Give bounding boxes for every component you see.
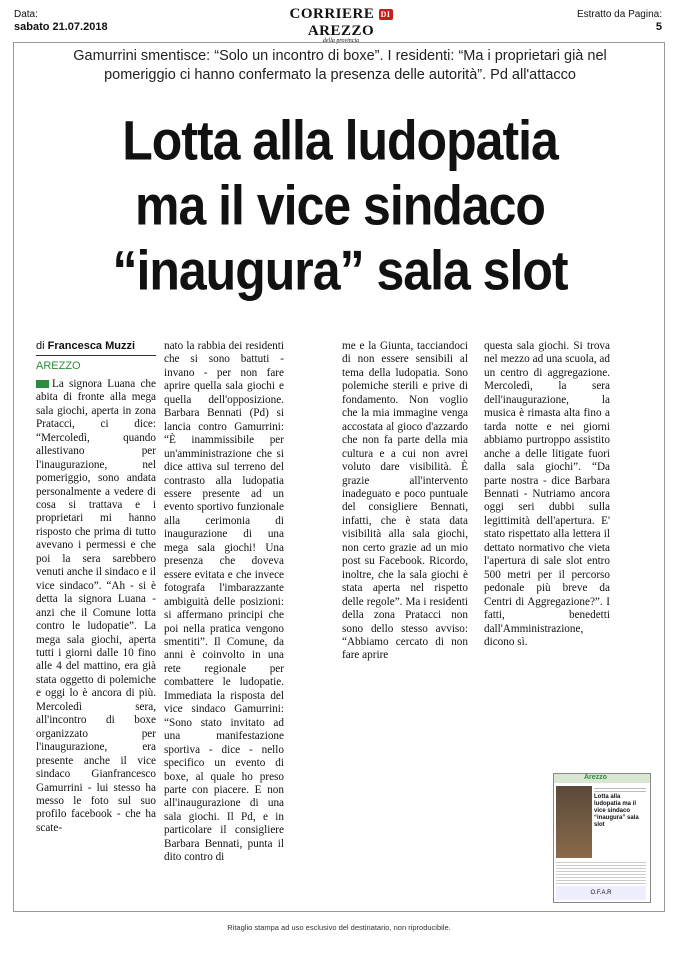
thumbnail-photo — [556, 786, 592, 858]
article-column-4 — [484, 340, 610, 649]
date-label: Data: — [14, 9, 38, 20]
byline — [36, 340, 156, 353]
article-subhead: Gamurrini smentisce: “Solo un incontro di boxe”. I residenti: “Ma i proprietari già nel pomeriggio ci hanno confermato la presenza delle autorità”. Pd all'attacco — [73, 48, 607, 83]
byline-author: Francesca Muzzi — [47, 340, 136, 352]
footer-disclaimer: Ritaglio stampa ad uso esclusivo del destinatario, non riproducibile. — [227, 923, 451, 932]
headline-line-3: “inaugura” sala slot — [112, 239, 568, 302]
date-value: sabato 21.07.2018 — [14, 21, 108, 33]
article-column-1 — [36, 340, 156, 835]
masthead-di: DI — [380, 10, 391, 20]
article-column-2 — [164, 340, 284, 865]
page-thumbnail — [553, 773, 651, 903]
dateline-place: AREZZO — [36, 360, 81, 373]
byline-prefix: di — [36, 340, 45, 352]
thumbnail-section: Arezzo — [554, 774, 650, 783]
article-column-3 — [342, 340, 468, 663]
masthead-sub: della provincia — [322, 38, 360, 44]
masthead-right: AREZZO — [307, 23, 375, 39]
thumbnail-headline: Lotta alla ludopatia ma il vice sindaco “inaugura” sala slot — [594, 794, 646, 829]
header-date-block — [14, 8, 108, 34]
thumbnail-ad: O.F.A.R — [556, 886, 646, 900]
headline-line-2: ma il vice sindaco — [135, 174, 545, 237]
masthead-left: CORRIERE — [289, 6, 375, 22]
headline-line-1: Lotta alla ludopatia — [122, 109, 558, 172]
thumbnail-body-lines — [556, 860, 646, 886]
byline-divider — [36, 355, 156, 356]
masthead-logo — [266, 6, 416, 44]
column-3-text: me e la Giunta, tacciandoci di non essere sensibili al tema della ludopatia. Sono polemiche sterili e prive di fondamento. Non voglio che la mia immagine venga accostata al gioco d'azzardo che non fa parte della mia cultura e a cui non avrei voluto dare visibilità. È grazie all'intervento inadeguato e poco puntuale del consigliere Bennati, infatti, che è stata data visibilità alla sala giochi, non certo grazie ad un mio post su Facebook. Ricordo, inoltre, che la sala giochi è stata aperta nel rispetto delle regole”. Ma i residenti della zona Pratacci non sono dello stesso avviso: “Abbiamo cercato di non fare aprire — [342, 340, 468, 662]
paragraph-marker-icon — [36, 380, 49, 388]
column-1-text: La signora Luana che abita di fronte alla mega sala giochi, aperta in zona Pratacci, ci dice: “Mercoledì, quando allestivano per l'inaugurazione, nel pomeriggio, sono andata personalmente a vedere di cosa si trattava e i proprietari mi hanno risposto che prima di tutto avevano i permessi e che poi la sera sarebbero venuti anche il sindaco e il vice sindaco”. “Ah - si è detta la signora Luana - anzi che il Comune lotta contro le ludopatie”. La mega sala giochi, aperta tutti i giorni dalle 10 fino alle 4 del mattino, era già stata oggetto di polemiche e oggi lo è ancora di più. Mercoledì sera, all'incontro di boxe organizzato per l'inaugurazione, era presente anche il vice sindaco Gianfrancesco Gamurrini - lui stesso ha messo le foto sul suo profilo facebook - che ha scate- — [36, 377, 156, 834]
header-page-block — [577, 8, 662, 34]
column-2-text: nato la rabbia dei residenti che si sono battuti - invano - per non fare aprire quella sala giochi e quella dell'opposizione. Barbara Bennati (Pd) si lancia contro Gamurrini: “È inammissibile per un'amministrazione che si dice attiva sul terreno del contrasto alla ludopatia essere presente ad un evento sportivo funzionale alla cerimonia di inaugurazione di una mega sala giochi! Una presenza che doveva essere evitata e che invece fotografa l'imbarazzante ambiguità delle posizioni: si affermano principi che poi nella pratica vengono smentiti”. Il Comune, da anni è coinvolto in una rete regionale per combattere le ludopatie. Immediata la risposta del vice sindaco Gamurrini: “Sono stato invitato ad una manifestazione sportiva - dice - nello specifico un evento di boxe, al quale ho preso parte con piacere. E non all'inaugurazione di una sala giochi. Il Pd, e in particolare il consigliere Barbara Bennati, punta il dito contro di — [164, 340, 284, 864]
extract-label: Estratto da Pagina: — [576, 9, 662, 20]
page-number: 5 — [655, 21, 662, 33]
article-headline — [60, 108, 620, 303]
column-4-text: questa sala giochi. Si trova nel mezzo ad una scuola, ad un centro di aggregazione. Mercoledì, la sera dell'inaugurazione, la musica è rimasta alta fino a tarda notte e nei giorni abbiamo purtroppo assistito anche a delle litigate fuori dalla sala giochi”. “Da parte nostra - dice Barbara Bennati - Nutriamo ancora oggi seri dubbi sulla legittimità dell'apertura. E' stato rispettato alla lettera il dettato normativo che vieta l'apertura di sale slot entro 500 metri per il percorso pedonale più breve da Centri di Aggregazione?”. I fatti, benedetti dall'Amministrazione, dicono sì. — [484, 340, 610, 648]
